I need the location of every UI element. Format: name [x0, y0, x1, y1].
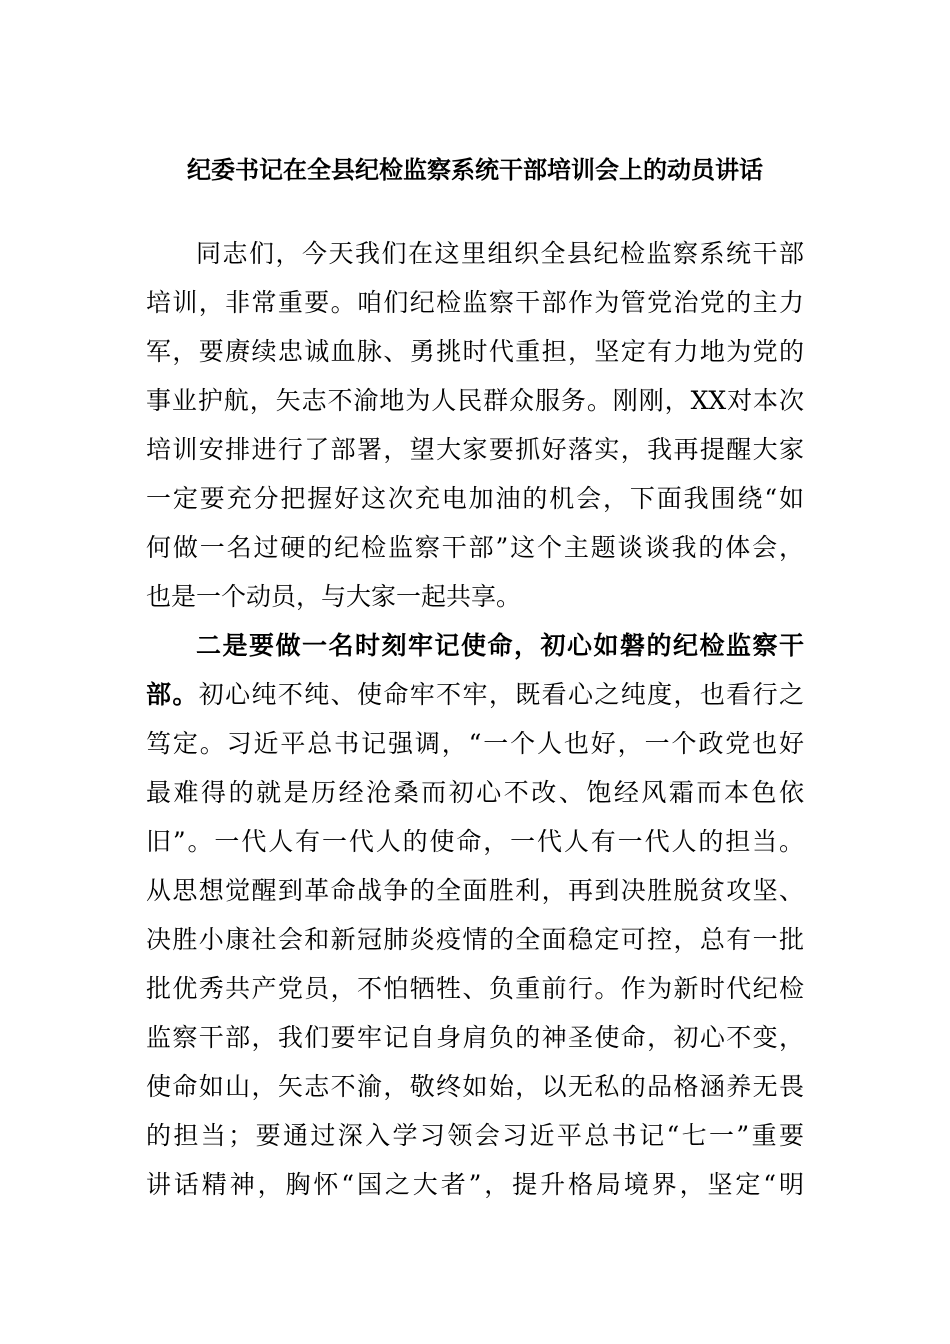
text-line: 军，要赓续忠诚血脉、勇挑时代重担，坚定有力地为党的	[146, 337, 804, 366]
text-line: 旧”。一代人有一代人的使命，一代人有一代人的担当。	[146, 827, 804, 856]
text-line: 笃定。习近平总书记强调，“一个人也好，一个政党也好	[146, 729, 804, 758]
text-line: 决胜小康社会和新冠肺炎疫情的全面稳定可控，总有一批	[146, 925, 804, 954]
text-fragment: 初心纯不纯、使命牢不牢，既看心之纯度，也看行之	[198, 680, 804, 709]
section-heading: 二是要做一名时刻牢记使命，初心如磐的纪检监察干	[196, 631, 804, 660]
text-line: 何做一名过硬的纪检监察干部”这个主题谈谈我的体会，	[146, 533, 804, 562]
text-line: 事业护航，矢志不渝地为人民群众服务。刚刚，XX对本次	[146, 386, 804, 415]
text-line: 也是一个动员，与大家一起共享。	[146, 582, 522, 611]
document-title: 纪委书记在全县纪检监察系统干部培训会上的动员讲话	[187, 156, 763, 184]
text-line: 监察干部，我们要牢记自身肩负的神圣使命，初心不变，	[146, 1023, 804, 1052]
paragraph-intro	[146, 229, 804, 621]
text-line: 培训，非常重要。咱们纪检监察干部作为管党治党的主力	[146, 288, 804, 317]
text-line: 讲话精神，胸怀“国之大者”，提升格局境界，坚定“明	[146, 1170, 804, 1199]
document-body	[146, 229, 804, 1209]
text-line: 从思想觉醒到革命战争的全面胜利，再到决胜脱贫攻坚、	[146, 876, 804, 905]
text-line: 同志们，今天我们在这里组织全县纪检监察系统干部	[196, 239, 804, 268]
text-line: 批优秀共产党员，不怕牺牲、负重前行。作为新时代纪检	[146, 974, 804, 1003]
text-line: 一定要充分把握好这次充电加油的机会，下面我围绕“如	[146, 484, 804, 513]
text-line: 的担当；要通过深入学习领会习近平总书记“七一”重要	[146, 1121, 804, 1150]
section-heading-end: 部。	[146, 680, 199, 709]
paragraph-mission	[146, 621, 804, 1209]
text-line: 使命如山，矢志不渝，敬终如始，以无私的品格涵养无畏	[146, 1072, 804, 1101]
text-line: 最难得的就是历经沧桑而初心不改、饱经风霜而本色依	[146, 778, 804, 807]
text-line: 培训安排进行了部署，望大家要抓好落实，我再提醒大家	[146, 435, 804, 464]
text-line	[146, 670, 804, 719]
